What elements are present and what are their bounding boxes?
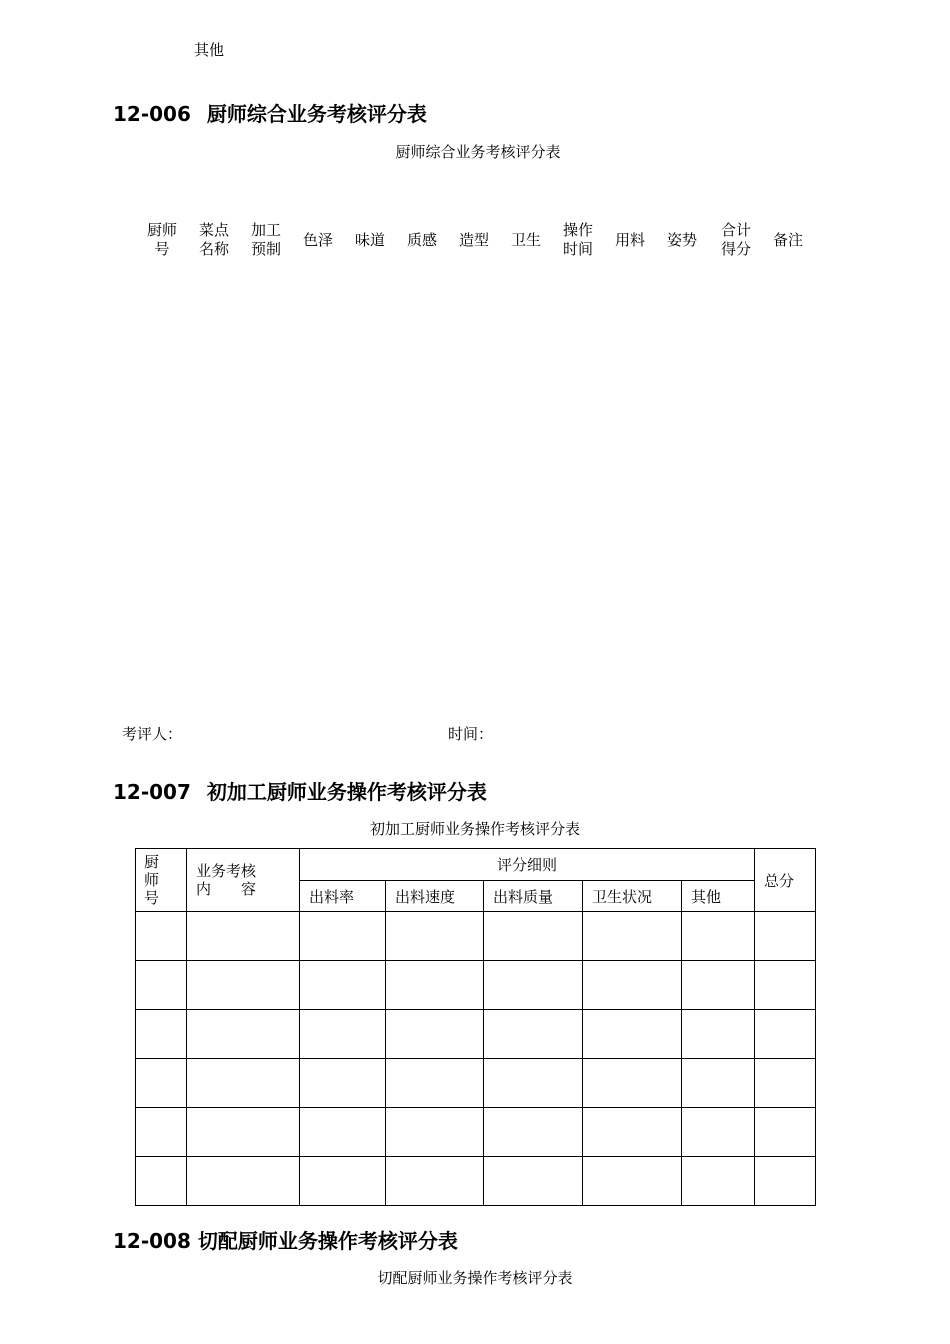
table-cell[interactable] (583, 912, 682, 961)
table-row (136, 1010, 816, 1059)
table-cell[interactable] (300, 1108, 386, 1157)
col-chef-char-2: 师 (144, 871, 160, 889)
table-cell[interactable] (755, 1157, 816, 1206)
table-cell[interactable] (136, 1108, 187, 1157)
col-header-processing-prep-line-1: 加工 (250, 221, 281, 239)
table-cell[interactable] (682, 1157, 755, 1206)
table-cell[interactable] (136, 961, 187, 1010)
col-header-dish-name (188, 221, 240, 259)
table-cell[interactable] (755, 961, 816, 1010)
table-cell[interactable] (682, 1010, 755, 1059)
col-header-chef-number-line-1: 厨师 (146, 221, 177, 239)
table-cell[interactable] (300, 961, 386, 1010)
table-cell[interactable] (386, 1108, 484, 1157)
col-content-line-1: 业务考核 (196, 862, 257, 880)
table-cell[interactable] (187, 912, 300, 961)
table-row (136, 1059, 816, 1108)
col-content-line-2: 内 容 (196, 880, 257, 898)
table-cell[interactable] (386, 912, 484, 961)
table-cell[interactable] (484, 961, 583, 1010)
table-cell[interactable] (386, 1010, 484, 1059)
col-header-ingredients-line-1: 用料 (614, 231, 645, 249)
col-header-operation-time (552, 221, 604, 259)
table-cell[interactable] (484, 1059, 583, 1108)
col-header-dish-name-line-1: 菜点 (198, 221, 229, 239)
table-cell[interactable] (187, 1059, 300, 1108)
table-cell[interactable] (484, 912, 583, 961)
section-007-caption: 初加工厨师业务操作考核评分表 (369, 820, 580, 838)
table-cell[interactable] (583, 1108, 682, 1157)
col-header-texture-line-1: 质感 (406, 231, 437, 249)
section-007-score-table (135, 848, 816, 1206)
col-header-hygiene (500, 231, 552, 250)
col-header-operation-time-line-1: 操作 (562, 221, 593, 239)
sub-col-hygiene: 卫生状况 (583, 881, 682, 912)
col-header-shape-line-1: 造型 (458, 231, 489, 249)
table-cell[interactable] (484, 1157, 583, 1206)
col-header-total-score (710, 221, 762, 259)
table-cell[interactable] (386, 1059, 484, 1108)
table-cell[interactable] (583, 1157, 682, 1206)
col-header-chef-number-line-2: 号 (154, 240, 170, 258)
section-006-title: 厨师综合业务考核评分表 (206, 102, 427, 126)
table-cell[interactable] (682, 961, 755, 1010)
sub-col-yield-speed: 出料速度 (386, 881, 484, 912)
table-row (136, 961, 816, 1010)
table-row (136, 912, 816, 961)
table-cell[interactable] (136, 1010, 187, 1059)
table-cell[interactable] (682, 1059, 755, 1108)
table-cell[interactable] (583, 1010, 682, 1059)
table-cell[interactable] (682, 1108, 755, 1157)
table-cell[interactable] (583, 961, 682, 1010)
col-header-texture (396, 231, 448, 250)
col-header-hygiene-line-1: 卫生 (510, 231, 541, 249)
col-header-remarks-line-1: 备注 (772, 231, 803, 249)
table-cell[interactable] (187, 1157, 300, 1206)
col-header-processing-prep (240, 221, 292, 259)
table-cell[interactable] (136, 1157, 187, 1206)
section-007-title: 初加工厨师业务操作考核评分表 (206, 780, 487, 804)
sub-col-yield-rate: 出料率 (300, 881, 386, 912)
col-header-total-score-line-1: 合计 (720, 221, 751, 239)
table-cell[interactable] (187, 1010, 300, 1059)
table-cell[interactable] (755, 1108, 816, 1157)
section-006-number: 12-006 (113, 102, 191, 126)
scoring-details-header: 评分细则 (300, 849, 755, 881)
table-cell[interactable] (300, 1157, 386, 1206)
table-cell[interactable] (755, 912, 816, 961)
col-chef-char-3: 号 (144, 889, 160, 907)
col-chef-char-1: 厨 (144, 853, 160, 871)
table-cell[interactable] (386, 1157, 484, 1206)
col-header-shape (448, 231, 500, 250)
table-cell[interactable] (187, 961, 300, 1010)
table-cell[interactable] (682, 912, 755, 961)
col-header-taste (344, 231, 396, 250)
col-header-chef-number (136, 221, 188, 259)
section-008-caption: 切配厨师业务操作考核评分表 (377, 1269, 573, 1287)
col-header-posture-line-1: 姿势 (666, 231, 697, 249)
col-header-taste-line-1: 味道 (354, 231, 385, 249)
col-header-posture (656, 231, 708, 250)
section-007-heading (113, 776, 487, 805)
sub-col-other: 其他 (682, 881, 755, 912)
sub-col-yield-quality: 出料质量 (484, 881, 583, 912)
col-header-color-line-1: 色泽 (302, 231, 333, 249)
col-total-header: 总分 (755, 849, 816, 912)
col-chef-number-header (136, 849, 187, 912)
table-cell[interactable] (300, 1059, 386, 1108)
col-content-header (187, 849, 300, 912)
col-header-ingredients (604, 231, 656, 250)
table-cell[interactable] (484, 1108, 583, 1157)
table-row (136, 1157, 816, 1206)
table-cell[interactable] (300, 1010, 386, 1059)
col-header-dish-name-line-2: 名称 (198, 240, 229, 258)
col-header-remarks (762, 231, 814, 250)
col-header-processing-prep-line-2: 预制 (250, 240, 281, 258)
table-cell[interactable] (300, 912, 386, 961)
col-header-color (292, 231, 344, 250)
col-header-operation-time-line-2: 时间 (562, 240, 593, 258)
col-header-total-score-line-2: 得分 (720, 240, 751, 258)
section-007-number: 12-007 (113, 780, 191, 804)
table-cell[interactable] (386, 961, 484, 1010)
table-cell[interactable] (755, 1010, 816, 1059)
table-row (136, 1108, 816, 1157)
evaluator-label: 考评人： (122, 725, 183, 743)
section-006-caption: 厨师综合业务考核评分表 (395, 143, 561, 161)
time-label: 时间： (448, 725, 494, 743)
top-item-label: 其他 (194, 41, 225, 59)
table-cell[interactable] (187, 1108, 300, 1157)
table-cell[interactable] (136, 1059, 187, 1108)
table-cell[interactable] (583, 1059, 682, 1108)
table-cell[interactable] (755, 1059, 816, 1108)
table-cell[interactable] (484, 1010, 583, 1059)
section-006-column-headers (0, 0, 950, 300)
section-008-heading: 12-008 切配厨师业务操作考核评分表 (113, 1229, 458, 1253)
table-cell[interactable] (136, 912, 187, 961)
